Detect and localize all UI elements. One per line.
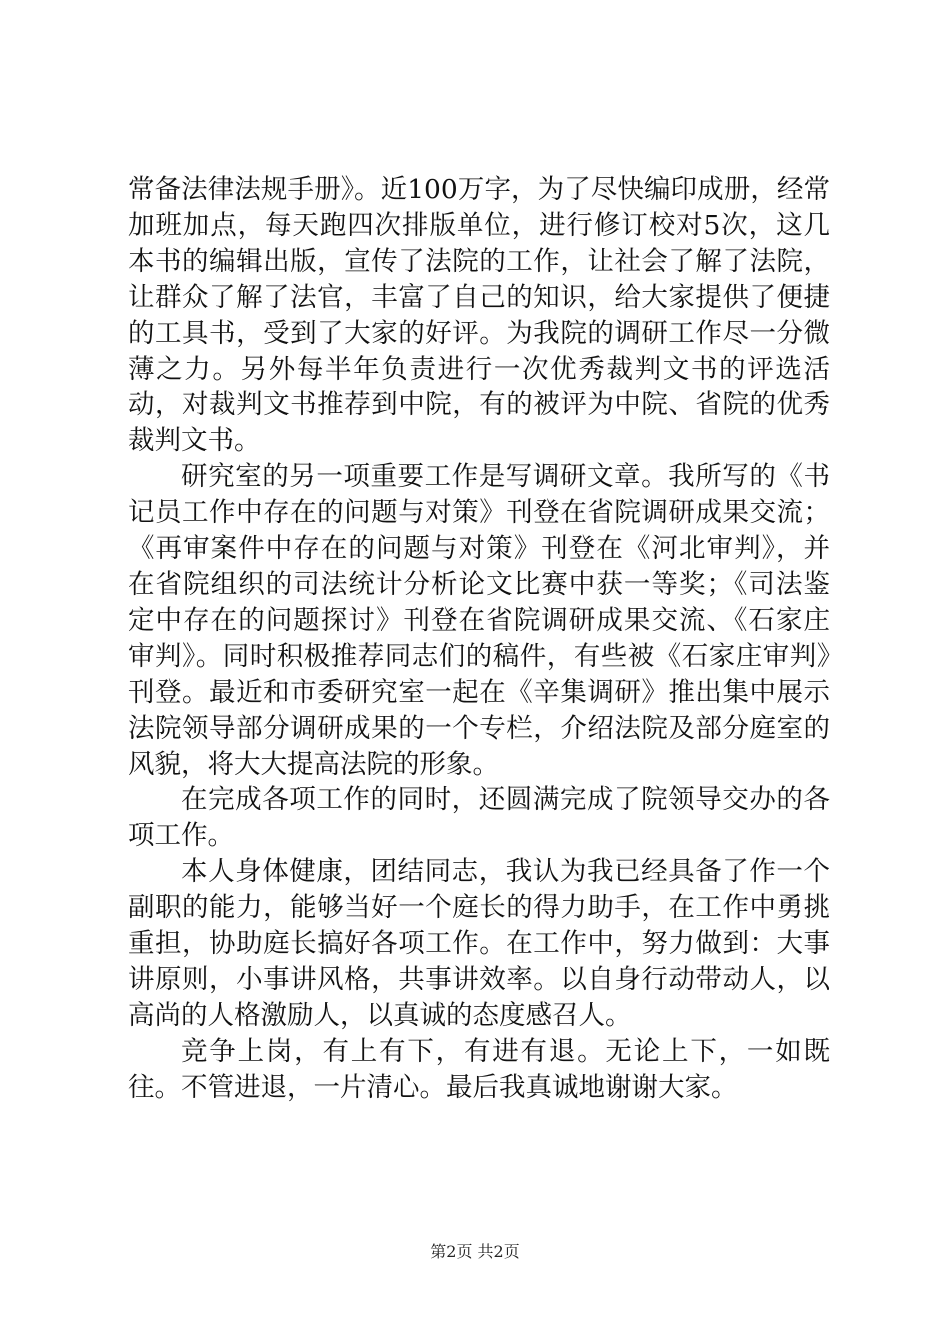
paragraph-qualifications: 本人身体健康，团结同志，我认为我已经具备了作一个副职的能力，能够当好一个庭长的得力助手，在工作中勇挑重担，协助庭长搞好各项工作。在工作中，努力做到：大事讲原则，小事讲风格，共事讲效率。以自身行动带动人，以高尚的人格激励人，以真诚的态度感召人。 — [128, 856, 830, 1031]
paragraph-closing: 竞争上岗，有上有下，有进有退。无论上下，一如既往。不管进退，一片清心。最后我真诚地谢谢大家。 — [128, 1035, 830, 1103]
paragraph-research-articles: 研究室的另一项重要工作是写调研文章。我所写的《书记员工作中存在的问题与对策》刊登在省院调研成果交流；《再审案件中存在的问题与对策》刊登在《河北审判》，并在省院组织的司法统计分析论文比赛中获一等奖；《司法鉴定中存在的问题探讨》刊登在省院调研成果交流、《石家庄审判》。同时积极推荐同志们的稿件，有些被《石家庄审判》刊登。最近和市委研究室一起在《辛集调研》推出集中展示法院领导部分调研成果的一个专栏，介绍法院及部分庭室的风貌，将大大提高法院的形象。 — [128, 461, 830, 780]
page-number-footer: 第2页 共2页 — [430, 1242, 520, 1261]
paragraph-assigned-tasks: 在完成各项工作的同时，还圆满完成了院领导交办的各项工作。 — [128, 784, 830, 852]
paragraph-continued: 常备法律法规手册》。近100万字，为了尽快编印成册，经常加班加点，每天跑四次排版单位，进行修订校对5次，这几本书的编辑出版，宣传了法院的工作，让社会了解了法院，让群众了解了法官，丰富了自己的知识，给大家提供了便捷的工具书，受到了大家的好评。为我院的调研工作尽一分微薄之力。另外每半年负责进行一次优秀裁判文书的评选活动，对裁判文书推荐到中院，有的被评为中院、省院的优秀裁判文书。 — [128, 174, 830, 457]
document-body — [128, 172, 830, 1106]
